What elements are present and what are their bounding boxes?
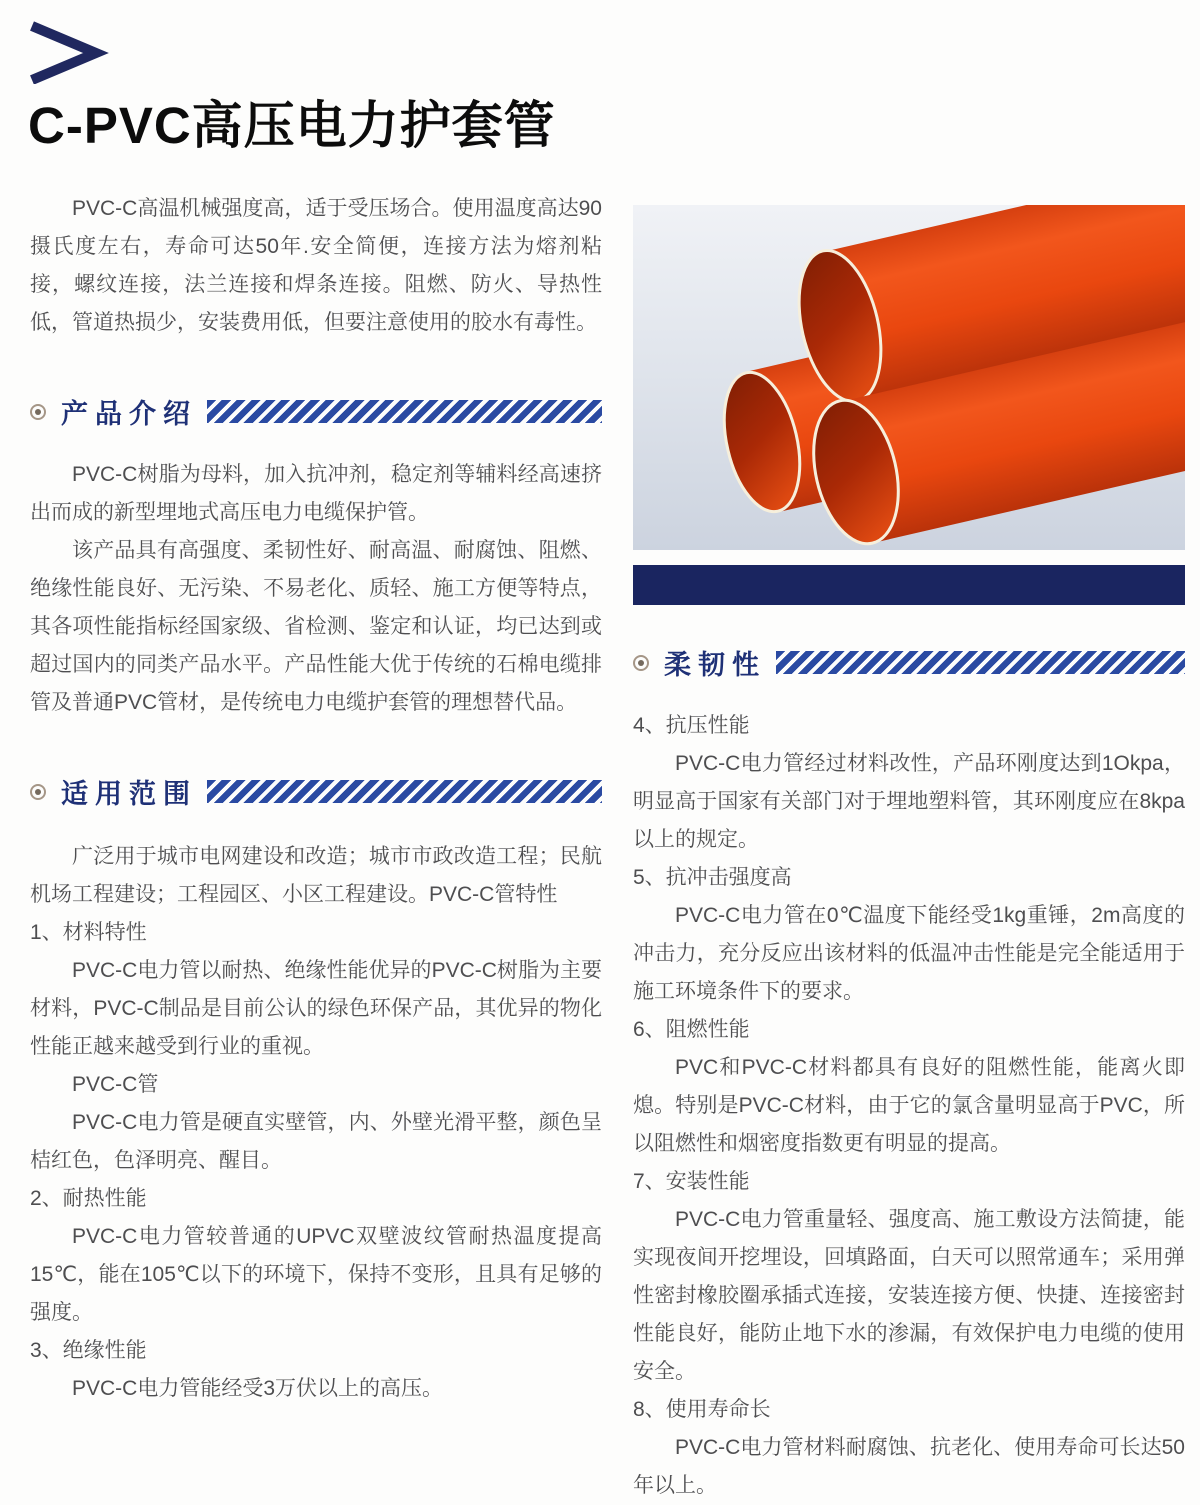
body-paragraph: PVC-C树脂为母料，加入抗冲剂，稳定剂等辅料经高速挤出而成的新型埋地式高压电力电缆保护管。 <box>30 463 602 524</box>
chevron-logo-svg <box>26 20 110 84</box>
photo-caption-bar <box>633 565 1185 605</box>
body-paragraph: 该产品具有高强度、柔韧性好、耐高温、耐腐蚀、阻燃、绝缘性能良好、无污染、不易老化、质轻、施工方便等特点，其各项性能指标经国家级、省检测、鉴定和认证，均已达到或超过国内的同类产品水平。产品性能大优于传统的石棉电缆排管及普通PVC管材，是传统电力电缆护套管的理想替代品。 <box>30 539 602 714</box>
right-column <box>633 205 1185 1505</box>
left-column <box>30 190 602 1408</box>
list-item-title: 5、抗冲击强度高 <box>633 866 792 889</box>
list-item-title: 4、抗压性能 <box>633 714 750 737</box>
list-item-title: 3、绝缘性能 <box>30 1339 147 1362</box>
hatch-stripe-bar <box>207 780 602 803</box>
body-paragraph: PVC-C电力管在0℃温度下能经受1kg重锤，2m高度的冲击力，充分反应出该材料的低温冲击性能是完全能适用于施工环境条件下的要求。 <box>633 904 1185 1003</box>
body-paragraph: PVC和PVC-C材料都具有良好的阻燃性能，能离火即熄。特别是PVC-C材料，由于它的氯含量明显高于PVC，所以阻燃性和烟密度指数更有明显的提高。 <box>633 1056 1185 1155</box>
list-item-title: 8、使用寿命长 <box>633 1398 771 1421</box>
section-title-product-intro: 产品介绍 <box>61 399 197 429</box>
body-paragraph: PVC-C电力管能经受3万伏以上的高压。 <box>72 1377 444 1400</box>
hatch-stripe-bar <box>776 651 1185 674</box>
bullet-target-icon <box>30 404 46 420</box>
intro-paragraph: PVC-C高温机械强度高，适于受压场合。使用温度高达90摄氏度左右，寿命可达50年.安全简便，连接方法为熔剂粘接，螺纹连接，法兰连接和焊条连接。阻燃、防火、导热性低，管道热损少，安装费用低，但要注意使用的胶水有毒性。 <box>30 197 602 334</box>
chevron-logo-icon <box>26 20 110 84</box>
list-item-title: 1、材料特性 <box>30 921 147 944</box>
body-paragraph: PVC-C电力管较普通的UPVC双壁波纹管耐热温度提高15℃，能在105℃以下的环境下，保持不变形，且具有足够的强度。 <box>30 1225 602 1324</box>
orange-pvc-pipes-photo <box>633 205 1185 550</box>
body-paragraph: 广泛用于城市电网建设和改造；城市市政改造工程；民航机场工程建设；工程园区、小区工程建设。PVC-C管特性 <box>30 845 602 906</box>
section-title-application: 适用范围 <box>61 779 197 809</box>
section-title-flexibility: 柔韧性 <box>664 650 766 680</box>
list-item-title: 6、阻燃性能 <box>633 1018 750 1041</box>
body-paragraph: PVC-C电力管重量轻、强度高、施工敷设方法简捷，能实现夜间开挖埋设，回填路面，白天可以照常通车；采用弹性密封橡胶圈承插式连接，安装连接方便、快捷、连接密封性能良好，能防止地下水的渗漏，有效保护电力电缆的使用安全。 <box>633 1208 1185 1383</box>
body-paragraph: PVC-C管 <box>72 1073 159 1096</box>
body-paragraph: PVC-C电力管以耐热、绝缘性能优异的PVC-C树脂为主要材料，PVC-C制品是目前公认的绿色环保产品，其优异的物化性能正越来越受到行业的重视。 <box>30 959 602 1058</box>
section-heading-application <box>30 772 602 811</box>
section-heading-product-intro <box>30 392 602 431</box>
body-paragraph: PVC-C电力管是硬直实壁管，内、外壁光滑平整，颜色呈桔红色，色泽明亮、醒目。 <box>30 1111 602 1172</box>
body-paragraph: PVC-C电力管材料耐腐蚀、抗老化、使用寿命可长达50年以上。 <box>633 1436 1185 1497</box>
page-title: C-PVC高压电力护套管 <box>28 97 556 154</box>
hatch-stripe-bar <box>207 400 602 423</box>
bullet-target-icon <box>633 655 649 671</box>
list-item-title: 7、安装性能 <box>633 1170 750 1193</box>
body-paragraph: PVC-C电力管经过材料改性，产品环刚度达到1Okpa，明显高于国家有关部门对于埋地塑料管，其环刚度应在8kpa以上的规定。 <box>633 752 1185 851</box>
section-heading-flexibility <box>633 643 1185 682</box>
bullet-target-icon <box>30 784 46 800</box>
list-item-title: 2、耐热性能 <box>30 1187 147 1210</box>
